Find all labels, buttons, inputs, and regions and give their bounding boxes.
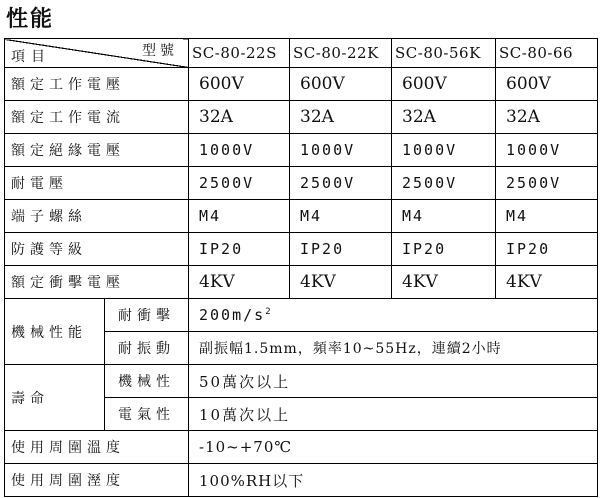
mechanical-life-value: 50萬次以上 bbox=[189, 365, 598, 398]
cell-value: M4 bbox=[189, 200, 290, 233]
cell-value: M4 bbox=[290, 200, 392, 233]
row-label: 額定工作電壓 bbox=[5, 68, 189, 101]
ambient-humidity-label: 使用周圍溼度 bbox=[5, 464, 189, 497]
mechanical-group-label: 機械性能 bbox=[5, 299, 105, 365]
cell-value: 2500V bbox=[496, 167, 598, 200]
table-row bbox=[5, 68, 598, 101]
model-name: SC-80-56K bbox=[392, 39, 496, 68]
header-diagonal-cell bbox=[5, 39, 189, 68]
cell-value: 32A bbox=[392, 101, 496, 134]
cell-value: 32A bbox=[496, 101, 598, 134]
row-label: 額定絕緣電壓 bbox=[5, 134, 189, 167]
cell-value: 600V bbox=[392, 68, 496, 101]
vibration-label: 耐振動 bbox=[105, 332, 189, 365]
shock-value-cell bbox=[189, 299, 598, 332]
shock-label: 耐衝擊 bbox=[105, 299, 189, 332]
table-row bbox=[5, 299, 598, 332]
electrical-life-value: 10萬次以上 bbox=[189, 398, 598, 431]
cell-value: 4KV bbox=[496, 266, 598, 299]
cell-value: 32A bbox=[290, 101, 392, 134]
table-row bbox=[5, 167, 598, 200]
shock-value: 200m/s bbox=[199, 306, 266, 324]
ambient-temp-value: -10~+70℃ bbox=[189, 431, 598, 464]
mechanical-life-label: 機械性 bbox=[105, 365, 189, 398]
cell-value: 600V bbox=[189, 68, 290, 101]
cell-value: 1000V bbox=[496, 134, 598, 167]
table-row bbox=[5, 365, 598, 398]
cell-value: 1000V bbox=[189, 134, 290, 167]
cell-value: 32A bbox=[189, 101, 290, 134]
cell-value: M4 bbox=[392, 200, 496, 233]
row-label: 防護等級 bbox=[5, 233, 189, 266]
cell-value: 600V bbox=[290, 68, 392, 101]
row-label: 額定工作電流 bbox=[5, 101, 189, 134]
cell-value: 2500V bbox=[189, 167, 290, 200]
table-row bbox=[5, 431, 598, 464]
item-header-label: 項目 bbox=[11, 49, 51, 65]
vibration-value: 副振幅1.5mm，頻率10~55Hz，連續2小時 bbox=[189, 332, 598, 365]
header-row bbox=[5, 39, 598, 68]
table-row bbox=[5, 266, 598, 299]
life-group-label: 壽命 bbox=[5, 365, 105, 431]
row-label: 額定衝擊電壓 bbox=[5, 266, 189, 299]
cell-value: 1000V bbox=[290, 134, 392, 167]
ambient-humidity-value: 100%RH以下 bbox=[189, 464, 598, 497]
cell-value: 2500V bbox=[290, 167, 392, 200]
cell-value: IP20 bbox=[189, 233, 290, 266]
cell-value: 600V bbox=[496, 68, 598, 101]
table-row bbox=[5, 101, 598, 134]
table-row bbox=[5, 233, 598, 266]
row-label: 端子螺絲 bbox=[5, 200, 189, 233]
cell-value: IP20 bbox=[496, 233, 598, 266]
cell-value: 4KV bbox=[290, 266, 392, 299]
cell-value: 4KV bbox=[392, 266, 496, 299]
page-title: 性能 bbox=[6, 7, 55, 32]
cell-value: 4KV bbox=[189, 266, 290, 299]
specs-table bbox=[4, 38, 598, 497]
electrical-life-label: 電氣性 bbox=[105, 398, 189, 431]
cell-value: 2500V bbox=[392, 167, 496, 200]
table-row bbox=[5, 200, 598, 233]
shock-exponent: 2 bbox=[265, 307, 273, 317]
cell-value: 1000V bbox=[392, 134, 496, 167]
row-label: 耐電壓 bbox=[5, 167, 189, 200]
cell-value: IP20 bbox=[392, 233, 496, 266]
cell-value: IP20 bbox=[290, 233, 392, 266]
table-row bbox=[5, 134, 598, 167]
ambient-temp-label: 使用周圍溫度 bbox=[5, 431, 189, 464]
model-header-label: 型號 bbox=[142, 43, 178, 59]
cell-value: M4 bbox=[496, 200, 598, 233]
model-name: SC-80-22S bbox=[189, 39, 290, 68]
model-name: SC-80-66 bbox=[496, 39, 598, 68]
model-name: SC-80-22K bbox=[290, 39, 392, 68]
table-row bbox=[5, 464, 598, 497]
